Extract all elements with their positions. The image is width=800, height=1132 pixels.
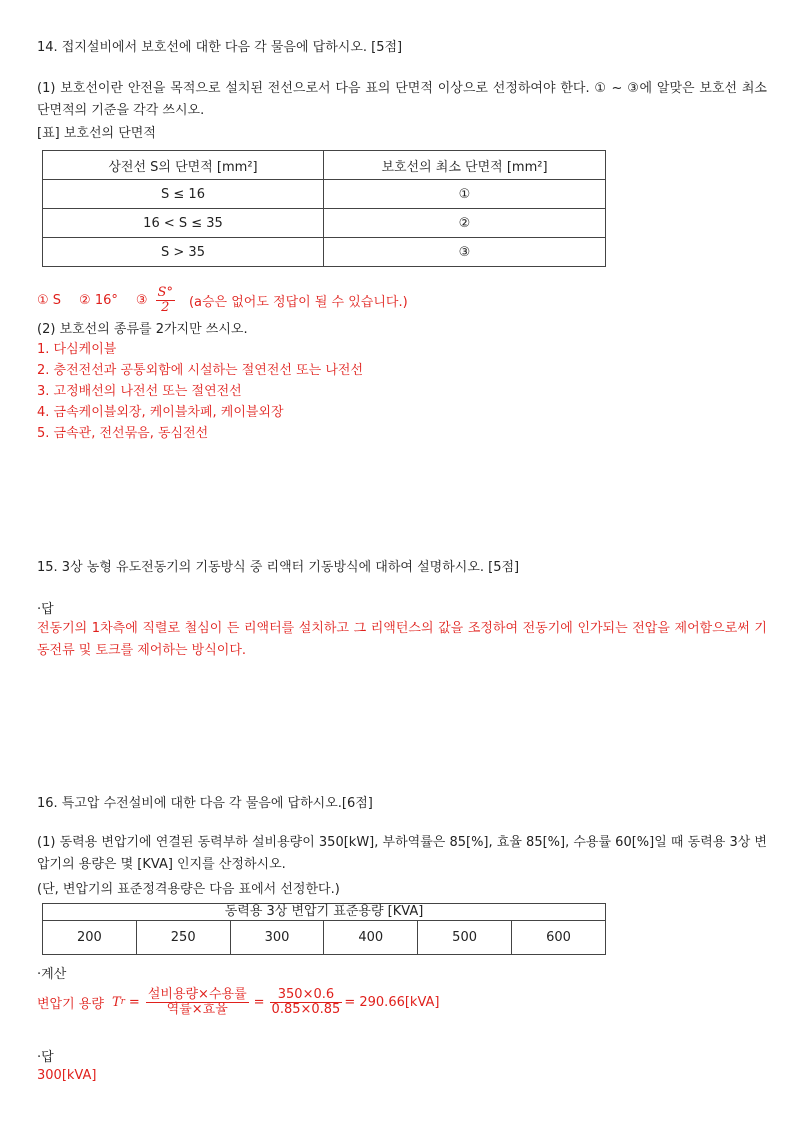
q14-answer1-b: ② 16°	[79, 292, 118, 308]
q16-table-cell: 600	[511, 921, 605, 955]
q16-answer: 300[kVA]	[37, 1068, 97, 1083]
q14-table-caption: [표] 보호선의 단면적	[37, 126, 156, 141]
q14-table-cell: ①	[324, 180, 606, 209]
q15-answer: 전동기의 1차측에 직렬로 철심이 든 리액터를 설치하고 그 리액턴스의 값을 조정하여 전동기에 인가되는 전압을 제어함으로써 기동전류 및 토크를 제어하는 방식이다.	[37, 621, 767, 658]
list-item: 1. 다심케이블	[37, 342, 117, 357]
q16-answer-label: ·답	[37, 1050, 54, 1065]
q14-answer1-c-prefix: ③	[135, 292, 148, 308]
q16-calc-fraction-2	[270, 988, 343, 1017]
q16-part1-text: (1) 동력용 변압기에 연결된 동력부하 설비용량이 350[kW], 부하역률은 85[%], 효율 85[%], 수용률 60[%]일 때 동력용 3상 변압기의 용량은 몇 [KVA] 인지를 산정하시오.	[37, 835, 767, 872]
list-item: 4. 금속케이블외장, 케이블차폐, 케이블외장	[37, 405, 284, 420]
q16-table-cell: 300	[230, 921, 324, 955]
q16-calc-label: ·계산	[37, 967, 67, 982]
q14-table-cell: S ≤ 16	[43, 180, 324, 209]
q16-calc-sub: r	[120, 997, 125, 1007]
q16-table-cell: 250	[136, 921, 230, 955]
q14-answer1-numerator: S°	[157, 284, 173, 300]
q16-calc-frac2-den: 0.85×0.85	[271, 1001, 341, 1017]
q16-calc-frac2-num: 350×0.6	[270, 988, 343, 1003]
q16-calc-var: T	[111, 994, 121, 1010]
q16-calc-fraction-1	[146, 988, 249, 1017]
q16-calc: 변압기 용량 T r = $\frac{\text{설비용량×수용률}}{\text{역률×효율}}$ = $\frac{350\times 0.6}{0.85\times 0.85}$ = 290.66[kVA]	[37, 986, 440, 1017]
q16-title: 16. 특고압 수전설비에 대한 다음 각 물음에 답하시오.[6점]	[37, 796, 373, 811]
q14-answer1-fraction	[156, 286, 175, 315]
q14-table-cell: 16 < S ≤ 35	[43, 209, 324, 238]
q14-table-cell: S > 35	[43, 238, 324, 267]
list-item: 2. 충전전선과 공통외함에 시설하는 절연전선 또는 나전선	[37, 363, 364, 378]
q16-table	[42, 903, 606, 955]
q16-table-cell: 500	[418, 921, 512, 955]
q14-answer2-list	[37, 340, 363, 445]
q14-table-cell: ③	[324, 238, 606, 267]
q14-part1-text: (1) 보호선이란 안전을 목적으로 설치된 전선으로서 다음 표의 단면적 이상으로 선정하여야 한다. ① ~ ③에 알맞은 보호선 최소 단면적의 기준을 각각 쓰시오.	[37, 81, 767, 118]
q14-table-header: 보호선의 최소 단면적 [mm²]	[324, 151, 606, 180]
q16-table-caption: 동력용 3상 변압기 표준용량 [KVA]	[43, 904, 606, 921]
list-item: 3. 고정배선의 나전선 또는 절연전선	[37, 384, 242, 399]
q16-table-cell: 400	[324, 921, 418, 955]
q16-calc-lhs: 변압기 용량	[37, 996, 104, 1012]
q14-answer1-a: ① S	[37, 292, 62, 308]
list-item: 5. 금속관, 전선묶음, 동심전선	[37, 426, 209, 441]
q14-answer1-note: (a승은 없어도 정답이 될 수 있습니다.)	[188, 294, 408, 310]
q16-table-cell: 200	[43, 921, 137, 955]
q15-answer-label: ·답	[37, 602, 54, 617]
q14-title: 14. 접지설비에서 보호선에 대한 다음 각 물음에 답하시오. [5점]	[37, 40, 403, 55]
q16-calc-result: = 290.66[kVA]	[344, 994, 440, 1010]
q14-answer1-denominator: 2	[161, 299, 170, 315]
q14-table-cell: ②	[324, 209, 606, 238]
q14-part2-text: (2) 보호선의 종류를 2가지만 쓰시오.	[37, 322, 248, 337]
q14-table-header: 상전선 S의 단면적 [mm²]	[43, 151, 324, 180]
q16-calc-frac1-num: 설비용량×수용률	[147, 986, 247, 1002]
q16-calc-frac1-den: 역률×효율	[166, 1001, 228, 1017]
q14-answer1	[37, 282, 408, 318]
q15-title: 15. 3상 농형 유도전동기의 기동방식 중 리액터 기동방식에 대하여 설명하시오. [5점]	[37, 560, 520, 575]
q16-note: (단, 변압기의 표준정격용량은 다음 표에서 선정한다.)	[37, 882, 340, 897]
q14-table	[42, 150, 606, 267]
